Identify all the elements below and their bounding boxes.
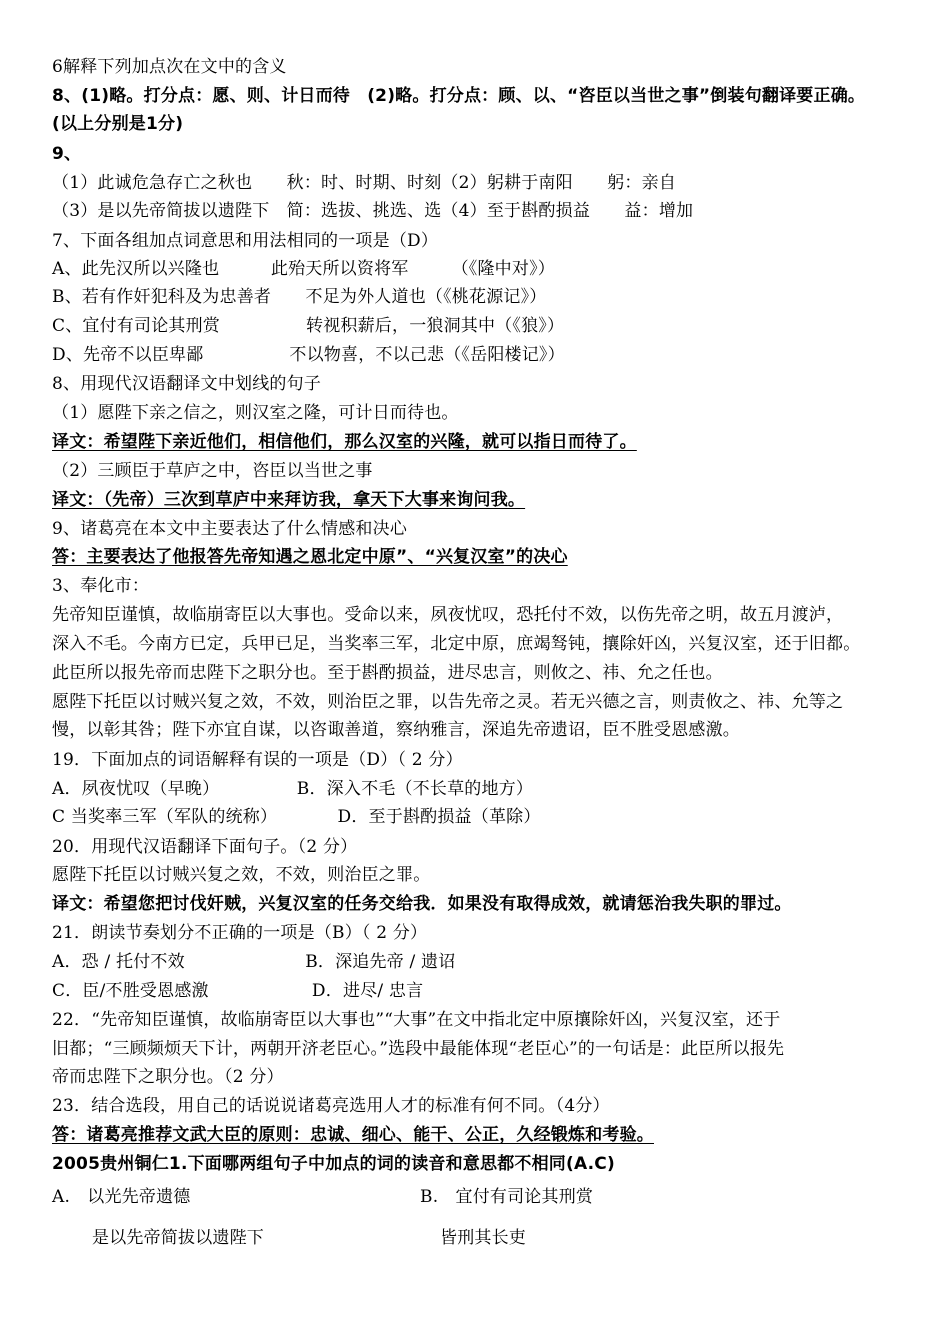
text-line: 是以先帝简拔以遗陛下: [92, 1228, 264, 1248]
text-line: 答：主要表达了他报答先帝知遇之恩北定中原”、“兴复汉室”的决心: [52, 547, 568, 567]
text-line: (以上分别是1分): [52, 114, 184, 134]
text-line: 8、用现代汉语翻译文中划线的句子: [52, 374, 322, 394]
text-line: 6解释下列加点次在文中的含义: [52, 57, 287, 77]
text-line: 20．用现代汉语翻译下面句子。（2 分）: [52, 837, 358, 857]
text-line: 7、下面各组加点词意思和用法相同的一项是（D）: [52, 231, 439, 251]
text-line: A. 以光先帝遗德: [52, 1187, 191, 1207]
text-line: B、若有作奸犯科及为忠善者 不足为外人道也（《桃花源记》）: [52, 287, 547, 307]
text-line: A．夙夜忧叹（早晚） B．深入不毛（不长草的地方）: [52, 779, 534, 799]
text-line: C．臣/不胜受恩感激 D．进尽/ 忠言: [52, 981, 424, 1001]
text-line: 9、: [52, 144, 82, 164]
text-line: 19．下面加点的词语解释有误的一项是（D）（ 2 分）: [52, 750, 463, 770]
text-line: 帝而忠陛下之职分也。（2 分）: [52, 1067, 284, 1087]
text-line: 皆刑其长吏: [440, 1228, 526, 1248]
text-line: 愿陛下托臣以讨贼兴复之效，不效，则治臣之罪。: [52, 865, 431, 885]
text-line: D、先帝不以臣卑鄙 不以物喜，不以己悲（《岳阳楼记》）: [52, 345, 565, 365]
text-line: 3、奉化市：: [52, 576, 150, 596]
text-line: 愿陛下托臣以讨贼兴复之效，不效，则治臣之罪，以告先帝之灵。若无兴德之言，则责攸之、祎、允等之: [52, 692, 844, 712]
text-line: 先帝知臣谨慎，故临崩寄臣以大事也。受命以来，夙夜忧叹，恐托付不效，以伤先帝之明，故五月渡泸，: [52, 605, 844, 625]
text-line: C 当奖率三军（军队的统称） D．至于斟酌损益（革除）: [52, 807, 541, 827]
text-line: 9、诸葛亮在本文中主要表达了什么情感和决心: [52, 519, 408, 539]
text-line: （1）愿陛下亲之信之，则汉室之隆，可计日而待也。: [52, 403, 459, 423]
text-line: 此臣所以报先帝而忠陛下之职分也。至于斟酌损益，进尽忠言，则攸之、祎、允之任也。: [52, 663, 723, 683]
text-line: A．恐 / 托付不效 B．深追先帝 / 遗诏: [52, 952, 456, 972]
text-line: 旧都；“三顾频烦天下计，两朝开济老臣心。”选段中最能体现“老臣心”的一句话是：此臣所以报先: [52, 1039, 785, 1059]
text-line: 慢，以彰其咎；陛下亦宜自谋，以咨诹善道，察纳雅言，深追先帝遗诏，臣不胜受恩感激。: [52, 720, 740, 740]
text-line: A、此先汉所以兴隆也 此殆天所以资将军 （《隆中对》）: [52, 259, 555, 279]
text-line: 译文：（先帝）三次到草庐中来拜访我，拿天下大事来询问我。: [52, 490, 526, 510]
text-line: 译文：希望您把讨伐奸贼，兴复汉室的任务交给我．如果没有取得成效，就请惩治我失职的罪过。: [52, 894, 792, 914]
text-line: 深入不毛。今南方已定，兵甲已足，当奖率三军，北定中原，庶竭驽钝，攘除奸凶，兴复汉室，还于旧都。: [52, 634, 861, 654]
text-line: （1）此诚危急存亡之秋也 秋：时、时期、时刻（2）躬耕于南阳 躬：亲自: [52, 173, 677, 193]
text-line: （3）是以先帝简拔以遗陛下 简：选拔、挑选、选（4）至于斟酌损益 益：增加: [52, 201, 694, 221]
text-line: 22．“先帝知臣谨慎，故临崩寄臣以大事也”“大事”在文中指北定中原攘除奸凶，兴复汉室，还于: [52, 1010, 781, 1030]
text-line: 译文：希望陛下亲近他们，相信他们，那么汉室的兴隆，就可以指日而待了。: [52, 432, 637, 452]
text-line: 2005贵州铜仁1.下面哪两组句子中加点的词的读音和意思都不相同(A.C): [52, 1154, 615, 1174]
text-line: 8、(1)略。打分点：愿、则、计日而待 (2)略。打分点：顾、以、“咨臣以当世之事”倒装句翻译要正确。: [52, 86, 866, 106]
text-line: （2）三顾臣于草庐之中，咨臣以当世之事: [52, 461, 373, 481]
text-line: B. 宜付有司论其刑赏: [420, 1187, 594, 1207]
text-line: 23．结合选段，用自己的话说说诸葛亮选用人才的标准有何不同。（4分）: [52, 1096, 610, 1116]
text-line: 答：诸葛亮推荐文武大臣的原则：忠诚、细心、能干、公正，久经锻炼和考验。: [52, 1125, 654, 1145]
text-line: 21．朗读节奏划分不正确的一项是（B）（ 2 分）: [52, 923, 428, 943]
text-line: C、宜付有司论其刑赏 转视积薪后，一狼洞其中（《狼》）: [52, 316, 565, 336]
